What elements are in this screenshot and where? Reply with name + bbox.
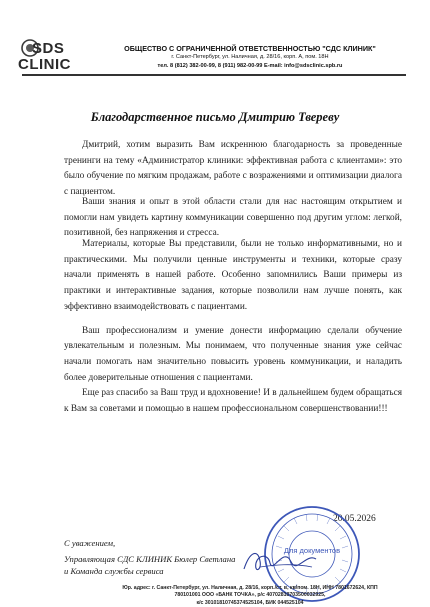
header-divider — [22, 74, 406, 75]
organization-contacts: тел. 8 (812) 382-00-99, 8 (911) 982-00-99 E-mail: info@sdsclinic.spb.ru — [157, 62, 343, 69]
signatory-name: Управляющая СДС КЛИНИК Бюлер Светлана — [64, 553, 236, 564]
handwritten-signature — [240, 543, 320, 578]
organization-address: г. Санкт-Петербург, ул. Наличная, д. 28/16, корп. А, пом. 18Н — [171, 54, 329, 61]
letter-paragraph: Ваши знания и опыт в этой области стали для нас настоящим открытием и помогли нам увидеть картину коммуникации совершенно под другим углом: легкой, позитивной, без напряжения и стресса. — [64, 196, 402, 239]
letter-paragraph: Материалы, которые Вы представили, были не только информативными, но и практическими. Мы получили ценные инструменты и техники, которые сразу начали применять в нашей работе. Особенно запомнились Ваши примеры из практики и интерактивные задания, которые позволили нам лучше понять, как эффективно взаимодействовать с пациентами. — [64, 239, 402, 312]
organization-name: ОБЩЕСТВО С ОГРАНИЧЕННОЙ ОТВЕТСТВЕННОСТЬЮ "СДС КЛИНИК" — [124, 44, 376, 54]
letter-title: Благодарственное письмо Дмитрию Твереву — [90, 110, 340, 125]
letter-paragraph: Еще раз спасибо за Ваш труд и вдохновение! И в дальнейшем будем обращаться к Вам за советами и помощью в нашем профессиональном совершенствовании!!! — [64, 388, 402, 414]
logo-text-clinic: CLINIC — [18, 56, 71, 74]
letter-paragraph: Ваш профессионализм и умение донести информацию сделали обучение увлекательным и полезным. Мы понимаем, что полученные знания уже сейчас начали помогать нам значительно повысить уровень коммуникации, и наладить более доверительные отношения с пациентами. — [64, 325, 402, 383]
signatory-team: и Команда службы сервиса — [64, 565, 164, 576]
header-divider-thin — [22, 75, 406, 76]
letter-closing: С уважением, — [64, 538, 116, 549]
logo-text-sds: SDS — [32, 40, 65, 58]
footer-legal-line-1: Юр. адрес: г. Санкт-Петербург, ул. Наличная, д. 28/16, корп./ст. в, кв/пом. 18Н, ИНН 7801672624, КПП — [122, 584, 378, 591]
stamp-text: Для документов — [283, 545, 341, 555]
letter-date: 20.05.2026 — [333, 514, 376, 525]
footer-legal-line-2: 780101001 ООО «БАНК ТОЧКА», р/с 40702810703500032925, — [174, 592, 326, 599]
footer-legal-line-3: к/с 30101810745374525104, БИК 044525104 — [196, 599, 304, 606]
letter-paragraph: Дмитрий, хотим выразить Вам искреннюю благодарность за проведенные тренинги на тему «Администратор клиники: эффективная работа с клиентами»: это было обучение по мягким продажам, работе с возражениями и оптимизации диалога с пациентом. — [64, 139, 402, 197]
